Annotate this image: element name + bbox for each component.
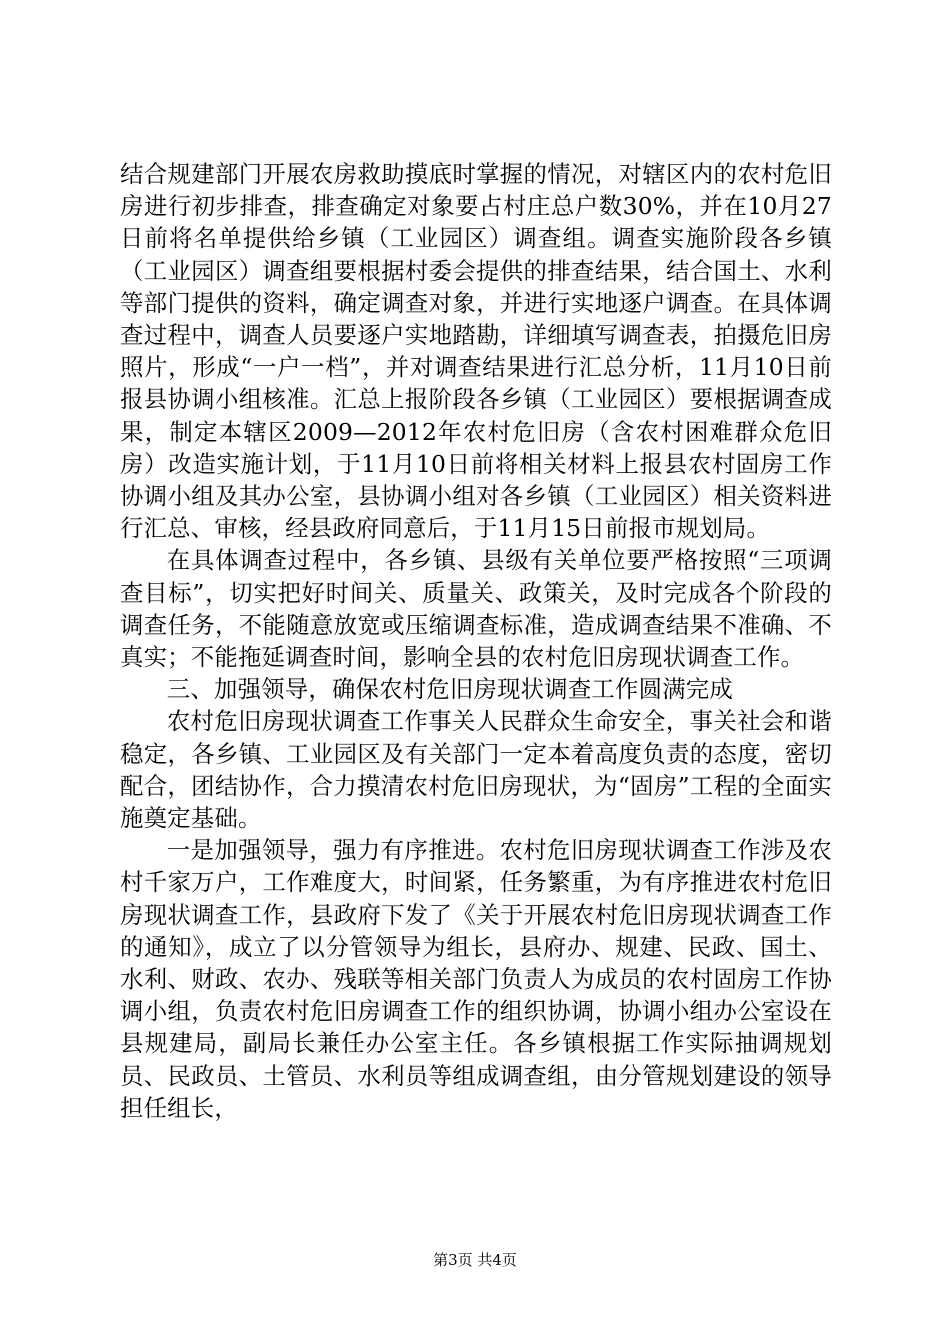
paragraph-survey-requirements: 在具体调查过程中，各乡镇、县级有关单位要严格按照“三项调查目标”，切实把好时间关、质量关、政策关，及时完成各个阶段的调查任务，不能随意放宽或压缩调查标准，造成调查结果不准确、不真实；不能拖延调查时间，影响全县的农村危旧房现状调查工作。 — [120, 546, 832, 672]
document-body — [120, 158, 832, 1124]
section-heading: 三、加强领导，确保农村危旧房现状调查工作圆满完成 — [166, 675, 733, 704]
paragraph-leadership: 一是加强领导，强力有序推进。农村危旧房现状调查工作涉及农村千家万户，工作难度大，时间紧，任务繁重，为有序推进农村危旧房现状调查工作，县政府下发了《关于开展农村危旧房现状调查工作的通知》，成立了以分管领导为组长，县府办、规建、民政、国土、水利、财政、农办、残联等相关部门负责人为成员的农村固房工作协调小组，负责农村危旧房调查工作的组织协调，协调小组办公室设在县规建局，副局长兼任办公室主任。各乡镇根据工作实际抽调规划员、民政员、土管员、水利员等组成调查组，由分管规划建设的领导担任组长， — [120, 836, 832, 1122]
page-footer: 第3页 共4页 — [433, 1251, 517, 1269]
paragraph-continuation: 结合规建部门开展农房救助摸底时掌握的情况，对辖区内的农村危旧房进行初步排查，排查确定对象要占村庄总户数30%，并在10月27日前将名单提供给乡镇（工业园区）调查组。调查实施阶段各乡镇（工业园区）调查组要根据村委会提供的排查结果，结合国土、水利等部门提供的资料，确定调查对象，并进行实地逐户调查。在具体调查过程中，调查人员要逐户实地踏勘，详细填写调查表，拍摄危旧房照片，形成“一户一档”，并对调查结果进行汇总分析，11月10日前报县协调小组核准。汇总上报阶段各乡镇（工业园区）要根据调查成果，制定本辖区2009—2012年农村危旧房（含农村困难群众危旧房）改造实施计划，于11月10日前将相关材料上报县农村固房工作协调小组及其办公室，县协调小组对各乡镇（工业园区）相关资料进行汇总、审核，经县政府同意后，于11月15日前报市规划局。 — [120, 160, 832, 543]
paragraph-importance: 农村危旧房现状调查工作事关人民群众生命安全，事关社会和谐稳定，各乡镇、工业园区及有关部门一定本着高度负责的态度，密切配合，团结协作，合力摸清农村危旧房现状，为“固房”工程的全面实施奠定基础。 — [120, 707, 832, 833]
